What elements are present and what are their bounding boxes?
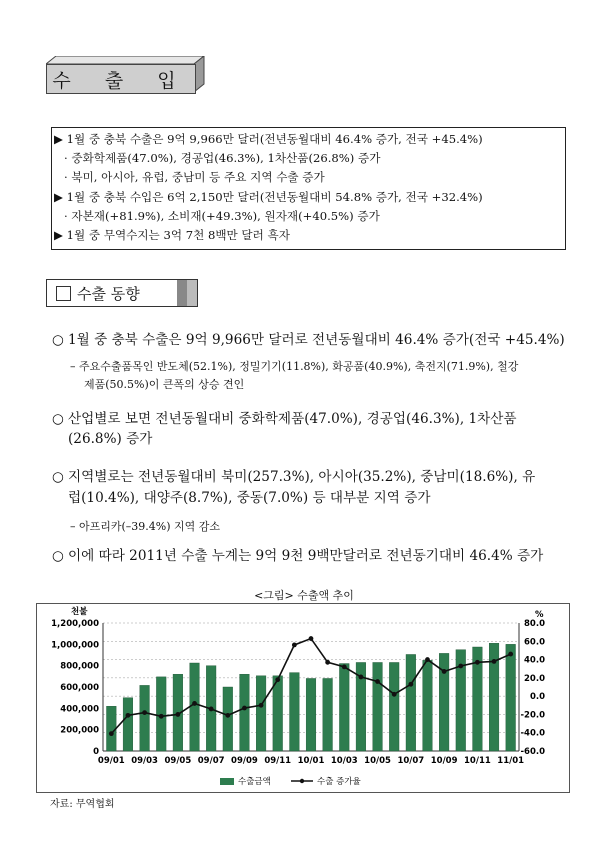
y-right-tick-label: -40.0 — [520, 728, 545, 739]
export-bar — [389, 662, 399, 751]
growth-rate-point — [375, 679, 380, 684]
x-tick-label: 09/09 — [231, 756, 258, 766]
y-left-tick-label: 200,000 — [60, 725, 99, 736]
section-header — [46, 279, 198, 307]
x-tick-label: 10/01 — [297, 756, 325, 766]
summary-row: ▶ 1월 중 무역수지는 3억 7천 8백만 달러 흑자 — [54, 228, 290, 243]
paragraph-4: ○ 이에 따라 2011년 수출 누계는 9억 9천 9백만달러로 전년동기대비 46.4% 증가 — [52, 548, 544, 564]
x-tick-label: 10/03 — [330, 756, 358, 766]
growth-rate-point — [309, 636, 314, 641]
paragraph-1-note-cont: 제품(50.5%)이 큰폭의 상승 견인 — [84, 378, 245, 391]
export-bar — [190, 663, 200, 751]
legend-bar-label: 수출금액 — [238, 777, 271, 787]
growth-rate-point — [209, 707, 214, 712]
growth-rate-point — [142, 710, 147, 715]
paragraph-1: ○ 1월 중 충북 수출은 9억 9,966만 달러로 전년동월대비 46.4% 증가(전국 +45.4%) — [52, 332, 565, 348]
export-bar — [406, 654, 416, 751]
growth-rate-point — [325, 660, 330, 665]
legend-line-marker — [300, 779, 304, 783]
paragraph-1-note: – 주요수출품목인 반도체(52.1%), 정밀기기(11.8%), 화공품(40.9%), 축전지(71.9%), 철강 — [70, 360, 519, 373]
y-right-tick-label: 0.0 — [529, 692, 545, 703]
y-right-tick-label: -60.0 — [520, 747, 545, 757]
growth-rate-point — [458, 664, 463, 669]
export-bar — [323, 678, 333, 751]
summary-row: · 자본재(+81.9%), 소비재(+49.3%), 원자재(+40.5%) 증가 — [64, 208, 380, 223]
section-title: 수출 동향 — [77, 284, 140, 303]
x-tick-label: 09/05 — [164, 756, 192, 766]
export-chart — [37, 604, 569, 792]
y-right-unit: % — [535, 610, 544, 620]
x-tick-label: 09/11 — [264, 756, 292, 766]
y-left-tick-label: 400,000 — [60, 704, 99, 715]
growth-rate-point — [192, 701, 197, 706]
chart-frame — [36, 603, 570, 793]
y-left-unit: 천불 — [71, 607, 88, 617]
export-bar — [306, 678, 316, 751]
export-bar — [140, 685, 150, 751]
source-note: 자료: 무역협회 — [50, 799, 115, 810]
summary-box — [51, 127, 566, 250]
y-left-tick-label: 0 — [93, 747, 99, 757]
x-tick-label: 10/07 — [397, 756, 425, 766]
y-left-tick-label: 1,200,000 — [51, 619, 99, 629]
growth-rate-point — [392, 692, 397, 697]
x-tick-label: 10/05 — [364, 756, 391, 766]
growth-rate-point — [292, 643, 297, 648]
y-right-tick-label: 20.0 — [524, 673, 545, 684]
export-bar — [290, 673, 300, 751]
growth-rate-point — [475, 660, 480, 665]
export-bar — [373, 662, 383, 751]
export-bar — [273, 676, 283, 751]
paragraph-3: ○ 지역별로는 전년동월대비 북미(257.3%), 아시아(35.2%), 중남미(18.6%), 유 — [52, 469, 536, 485]
export-bar — [439, 653, 449, 751]
paragraph-2: ○ 산업별로 보면 전년동월대비 중화학제품(47.0%), 경공업(46.3%), 1차산품 — [52, 411, 517, 427]
summary-row: · 북미, 아시아, 유럽, 중남미 등 주요 지역 수출 증가 — [64, 170, 325, 185]
paragraph-3-note: – 아프리카(–39.4%) 지역 감소 — [70, 520, 221, 533]
y-left-tick-label: 600,000 — [60, 683, 99, 693]
export-bar — [123, 698, 133, 751]
checkbox-square-icon — [56, 286, 71, 301]
y-right-tick-label: 80.0 — [524, 619, 545, 629]
growth-rate-point — [109, 731, 114, 736]
y-right-tick-label: -20.0 — [520, 710, 545, 721]
page-title: 수 출 입 — [46, 64, 196, 94]
growth-rate-point — [492, 659, 497, 664]
growth-rate-point — [275, 677, 280, 682]
legend-line-label: 수출 증가율 — [317, 777, 361, 787]
summary-row: · 중화학제품(47.0%), 경공업(46.3%), 1차산품(26.8%) 증가 — [64, 151, 381, 166]
x-tick-label: 11/01 — [497, 756, 525, 766]
growth-rate-point — [425, 657, 430, 662]
summary-row: ▶ 1월 중 충북 수출은 9억 9,966만 달러(전년동월대비 46.4% 증가, 전국 +45.4%) — [54, 132, 483, 146]
legend-bar-swatch — [220, 778, 234, 785]
summary-row: ▶ 1월 중 충북 수입은 6억 2,150만 달러(전년동월대비 54.8% 증가, 전국 +32.4%) — [54, 189, 483, 204]
export-bar — [423, 660, 433, 751]
growth-rate-point — [508, 652, 513, 657]
growth-rate-point — [442, 669, 447, 674]
growth-rate-point — [242, 706, 247, 711]
y-left-tick-label: 1,000,000 — [51, 640, 99, 651]
growth-rate-point — [342, 664, 347, 669]
export-bar — [256, 676, 266, 751]
section-shade-dark — [177, 280, 187, 306]
x-tick-label: 10/09 — [430, 756, 458, 766]
growth-rate-point — [159, 714, 164, 719]
growth-rate-point — [225, 713, 230, 718]
export-bar — [106, 706, 116, 751]
growth-rate-point — [175, 712, 180, 717]
growth-rate-point — [259, 703, 264, 708]
y-right-tick-label: 40.0 — [524, 655, 545, 666]
export-bar — [240, 674, 250, 751]
x-tick-label: 09/03 — [131, 756, 158, 766]
growth-rate-point — [359, 675, 364, 680]
y-left-tick-label: 800,000 — [60, 661, 99, 672]
x-tick-label: 09/07 — [197, 756, 225, 766]
chart-title: <그림> 수출액 추이 — [254, 589, 354, 602]
y-right-tick-label: 60.0 — [524, 637, 545, 648]
x-tick-label: 09/01 — [97, 756, 125, 766]
section-shade-light — [187, 280, 197, 306]
export-bar — [506, 644, 516, 751]
export-bar — [339, 664, 349, 751]
x-tick-label: 10/11 — [464, 756, 491, 766]
growth-rate-point — [126, 713, 131, 718]
paragraph-2-cont: (26.8%) 증가 — [68, 431, 153, 447]
title-box — [46, 56, 206, 90]
growth-rate-point — [408, 682, 413, 687]
paragraph-3-cont: 럽(10.4%), 대양주(8.7%), 중동(7.0%) 등 대부분 지역 증가 — [68, 490, 431, 506]
export-bar — [223, 687, 233, 751]
